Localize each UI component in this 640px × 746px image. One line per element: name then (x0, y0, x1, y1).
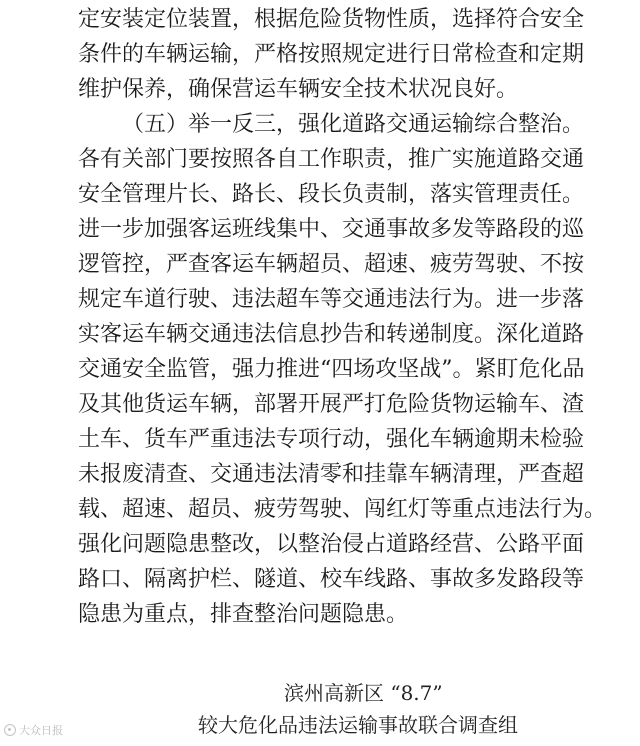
body-line-2: 条件的车辆运输，严格按照规定进行日常检查和定期 (78, 42, 585, 67)
signature-line-2: 较大危化品违法运输事故联合调查组 (198, 713, 518, 737)
section-heading-5: （五）举一反三，强化道路交通运输综合整治。 (122, 112, 585, 137)
body-line-7: 进一步加强客运班线集中、交通事故多发等路段的巡 (78, 217, 585, 242)
body-line-3: 维护保养，确保营运车辆安全技术状况良好。 (78, 77, 519, 102)
body-line-15: 载、超速、超员、疲劳驾驶、闯红灯等重点违法行为。 (78, 497, 607, 522)
body-line-10: 实客运车辆交通违法信息抄告和转递制度。深化道路 (78, 322, 585, 347)
body-line-5: 各有关部门要按照各自工作职责，推广实施道路交通 (78, 147, 585, 172)
body-line-8: 逻管控，严查客运车辆超员、超速、疲劳驾驶、不按 (78, 252, 585, 277)
body-line-12: 及其他货运车辆，部署开展严打危险货物运输车、渣 (78, 392, 585, 417)
watermark (4, 722, 63, 738)
body-line-9: 规定车道行驶、违法超车等交通违法行为。进一步落 (78, 287, 585, 312)
body-line-11: 交通安全监管，强力推进“四场攻坚战”。紧盯危化品 (78, 357, 585, 382)
body-line-18: 隐患为重点，排查整治问题隐患。 (78, 602, 409, 627)
signature-line-1: 滨州高新区 “8.7” (284, 681, 443, 705)
body-line-1: 定安装定位装置，根据危险货物性质，选择符合安全 (78, 7, 585, 32)
body-line-6: 安全管理片长、路长、段长负责制，落实管理责任。 (78, 182, 585, 207)
watermark-logo-icon (4, 724, 16, 736)
body-line-17: 路口、隔离护栏、隧道、校车线路、事故多发路段等 (78, 567, 585, 592)
body-line-13: 土车、货车严重违法专项行动，强化车辆逾期未检验 (78, 427, 585, 452)
watermark-text: 大众日报 (19, 724, 63, 737)
body-line-14: 未报废清查、交通违法清零和挂靠车辆清理，严查超 (78, 462, 585, 487)
body-line-16: 强化问题隐患整改，以整治侵占道路经营、公路平面 (78, 532, 585, 557)
